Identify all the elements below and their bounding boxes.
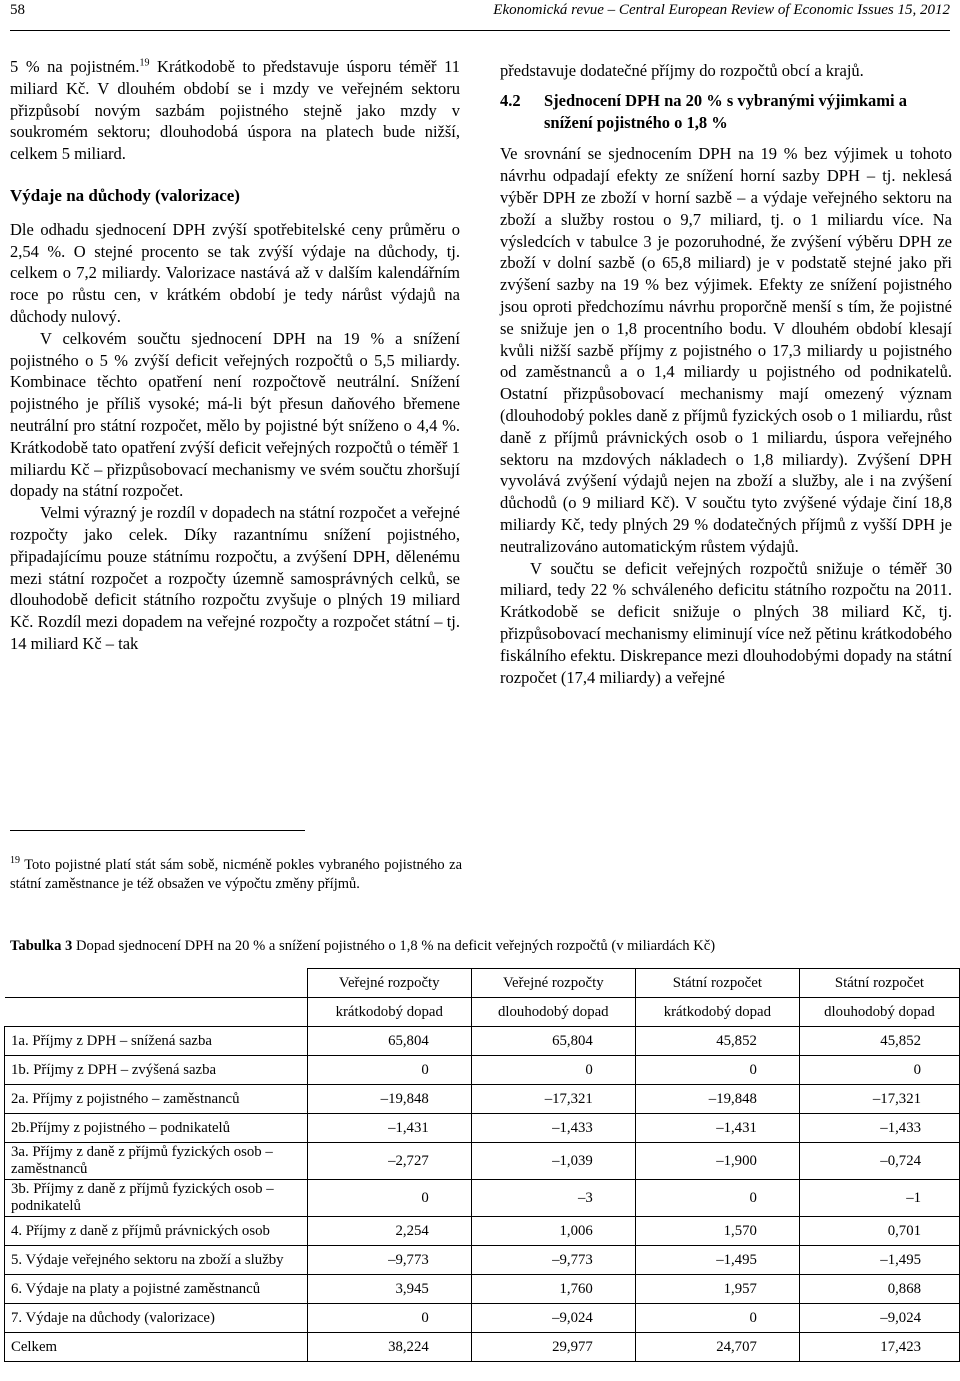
row-value: –0,724 [799,1143,959,1180]
row-value: 2,254 [307,1217,471,1246]
row-value: 0 [635,1180,799,1217]
left-paragraph-4: Velmi výrazný je rozdíl v dopadech na státní rozpočet a veřejné rozpočty jako celek. Díky razantnímu snížení pojistného, připadajícímu pouze státnímu rozpočtu, a zvýšení DPH, dělenému mezi státní rozpočet a rozpočty územně samosprávných celků, se dlouhodobě deficit státního rozpočtu zvyšuje o plných 19 miliard Kč. Rozdíl mezi dopadem na veřejné rozpočty a rozpočet státní – tj. 14 miliard Kč – tak [10,503,460,653]
row-value: –1,431 [307,1114,471,1143]
table-header-cell: Státní rozpočet [799,969,959,998]
row-value: –19,848 [307,1085,471,1114]
subsection-title: Sjednocení DPH na 20 % s vybranými výjimkami a snížení pojistného o 1,8 % [544,90,908,132]
row-value: 38,224 [307,1333,471,1362]
row-value: –1,433 [471,1114,635,1143]
page-number: 58 [10,2,25,18]
table-row [5,1304,960,1333]
left-column [10,56,460,655]
row-value: –17,321 [799,1085,959,1114]
row-value: 0 [799,1056,959,1085]
row-label: 1a. Příjmy z DPH – snížená sazba [5,1027,308,1056]
right-paragraph-1: představuje dodatečné příjmy do rozpočtů obcí a krajů. [500,61,864,80]
row-value: –1,039 [471,1143,635,1180]
row-value: 0 [635,1304,799,1333]
table-header-cell: dlouhodobý dopad [799,998,959,1027]
row-label: 6. Výdaje na platy a pojistné zaměstnanců [5,1275,308,1304]
row-value: –9,024 [799,1304,959,1333]
footnote-text: Toto pojistné platí stát sám sobě, nicméně pokles vybraného pojistného za státní zaměstnance je též obsažen ve výpočtu změny příjmů. [10,857,462,892]
left-paragraph-3: V celkovém součtu sjednocení DPH na 19 % a snížení pojistného o 5 % zvýší deficit veřejných rozpočtů o 5,5 miliardy. Kombinace těchto opatření není rozpočtově neutrální. Snížení pojistného je příliš vysoké; má-li být přesun daňového břemene neutrální pro státní rozpočet, mělo by pojistné být sníženo o 4,4 %. Krátkodobě tato opatření zvýší deficit veřejných rozpočtů o téměř 1 miliardu Kč – přizpůsobovací mechanismy ve svém součtu zhoršují dopady na státní rozpočet. [10,328,460,501]
row-value: 45,852 [635,1027,799,1056]
footnote-ref: 19 [139,57,150,69]
table-header-row-1 [5,969,960,998]
row-value: 0 [307,1180,471,1217]
row-value: 1,006 [471,1217,635,1246]
row-value: –9,024 [471,1304,635,1333]
row-value: 0,868 [799,1275,959,1304]
table-caption-text: Dopad sjednocení DPH na 20 % a snížení pojistného o 1,8 % na deficit veřejných rozpočtů (v miliardách Kč) [72,938,716,954]
row-value: –1,495 [635,1246,799,1275]
table-header-cell: Státní rozpočet [635,969,799,998]
row-value: 17,423 [799,1333,959,1362]
right-paragraph-2: Ve srovnání se sjednocením DPH na 19 % bez výjimek u tohoto návrhu odpadají efekty ze snížení horní sazby DPH – tj. neklesá výběr DPH ze zboží v horní sazbě – a výdaje veřejného sektoru na zboží a služby rostou o 9,7 miliard, tj. o 1 miliardu více. Na výsledcích v tabulce 3 je pozoruhodné, že zvýšení výběru DPH ze zboží v dolní sazbě (o 65,8 miliard) je v podstatě stejné jako při zvýšení sazby na 19 % bez výjimek. Efekty ze snížení pojistného jsou oproti předchozímu návrhu proporčně menší s tím, že pojistné se snižuje jen o 1,8 procentního bodu. V dlouhém období klesají kvůli nižší sazbě příjmy z pojistného o 17,3 miliardy u pojistného od zaměstnanců a o 1,4 miliardy u pojistného od podnikatelů. Ostatní přizpůsobovací mechanismy mají omezený význam (dlouhodobý pokles daně z příjmů fyzických osob o 1 miliardu, růst daně z příjmů právnických osob o 1 miliardu, úspora veřejného sektoru na mzdových nákladech o 1,8 miliardy). Zvýšení DPH vyvolává zvýšení výdajů nejen na zboží a služby, ale i na zvýšení důchodů (o 9 miliard Kč). V součtu tyto zvýšené výdaje činí 18,8 miliardy Kč, tedy plných 29 % dodatečných příjmů z vyšší DPH je neutralizováno automatickým růstem výdajů. [500,144,952,556]
row-value: –1 [799,1180,959,1217]
table-row-total [5,1333,960,1362]
row-value: 0 [307,1056,471,1085]
row-value: –9,773 [471,1246,635,1275]
table-header-cell: dlouhodobý dopad [471,998,635,1027]
table-row [5,1246,960,1275]
row-value: 0,701 [799,1217,959,1246]
row-value: 1,760 [471,1275,635,1304]
right-column [500,60,952,688]
subsection-heading [500,90,952,134]
row-value: –3 [471,1180,635,1217]
table-caption [10,938,955,955]
row-label: 2b.Příjmy z pojistného – podnikatelů [5,1114,308,1143]
table-row [5,1114,960,1143]
table-header-cell: Veřejné rozpočty [471,969,635,998]
row-value: 0 [471,1056,635,1085]
row-value: –1,900 [635,1143,799,1180]
row-value: 0 [307,1304,471,1333]
row-label: Celkem [5,1333,308,1362]
journal-title: Ekonomická revue – Central European Review of Economic Issues 15, 2012 [493,2,950,18]
row-value: 1,957 [635,1275,799,1304]
row-value: –19,848 [635,1085,799,1114]
row-label: 7. Výdaje na důchody (valorizace) [5,1304,308,1333]
row-value: 45,852 [799,1027,959,1056]
table-row [5,1217,960,1246]
table-row [5,1085,960,1114]
footnote-number: 19 [10,855,20,867]
table-header-row-2 [5,998,960,1027]
impact-table [4,968,960,1362]
row-value: 0 [635,1056,799,1085]
page-header [10,0,950,31]
right-paragraph-3: V součtu se deficit veřejných rozpočtů snižuje o téměř 30 miliard, tedy 22 % schváleného deficitu státního rozpočtu na 2011. Krátkodobě se deficit snižuje o plných 38 miliard Kč, tj. přizpůsobovací mechanismy eliminují více než pětinu krátkodobého fiskálního efektu. Diskrepance mezi dlouhodobými dopady na státní rozpočet (17,4 miliardy) a veřejné [500,558,952,687]
table-row [5,1027,960,1056]
row-label: 5. Výdaje veřejného sektoru na zboží a služby [5,1246,308,1275]
row-value: 24,707 [635,1333,799,1362]
row-label: 4. Příjmy z daně z příjmů právnických osob [5,1217,308,1246]
section-heading-pensions: Výdaje na důchody (valorizace) [10,185,240,205]
row-value: –1,433 [799,1114,959,1143]
footnote [10,856,462,894]
table-header-cell: krátkodobý dopad [635,998,799,1027]
row-label: 1b. Příjmy z DPH – zvýšená sazba [5,1056,308,1085]
table-header-blank [5,969,308,998]
row-label: 3a. Příjmy z daně z příjmů fyzických osob – zaměstnanců [5,1143,308,1180]
table-header-blank [5,998,308,1027]
left-paragraph-1: 5 % na pojistném.$^{19}$ Krátkodobě to představuje úsporu téměř 11 miliard Kč. V dlouhém období se i mzdy ve veřejném sektoru přizpůsobí novým sazbám pojistného stejně jako mzdy v soukromém sektoru; dlouhodobá úspora na platech bude nižší, celkem 5 miliard. [10,57,460,164]
table-caption-label: Tabulka 3 [10,938,73,954]
footnote-divider [10,830,305,831]
row-value: –2,727 [307,1143,471,1180]
row-value: 65,804 [471,1027,635,1056]
table-header-cell: krátkodobý dopad [307,998,471,1027]
table-header-cell: Veřejné rozpočty [307,969,471,998]
table-row [5,1143,960,1180]
row-value: –9,773 [307,1246,471,1275]
subsection-number: 4.2 [500,90,521,110]
row-label: 3b. Příjmy z daně z příjmů fyzických osob – podnikatelů [5,1180,308,1217]
row-value: 65,804 [307,1027,471,1056]
table-row [5,1180,960,1217]
left-paragraph-2: Dle odhadu sjednocení DPH zvýší spotřebitelské ceny průměru o 2,54 %. O stejné procento se tak zvýší výdaje na důchody, tj. celkem o 7,2 miliardy. Valorizace nastává až v dalším kalendářním roce po růstu cen, v krátkém období je tedy nárůst výdajů na důchody nulový. [10,219,460,326]
table-row [5,1056,960,1085]
row-value: 1,570 [635,1217,799,1246]
row-value: –1,431 [635,1114,799,1143]
row-value: 29,977 [471,1333,635,1362]
row-value: 3,945 [307,1275,471,1304]
table-row [5,1275,960,1304]
row-value: –17,321 [471,1085,635,1114]
row-label: 2a. Příjmy z pojistného – zaměstnanců [5,1085,308,1114]
row-value: –1,495 [799,1246,959,1275]
